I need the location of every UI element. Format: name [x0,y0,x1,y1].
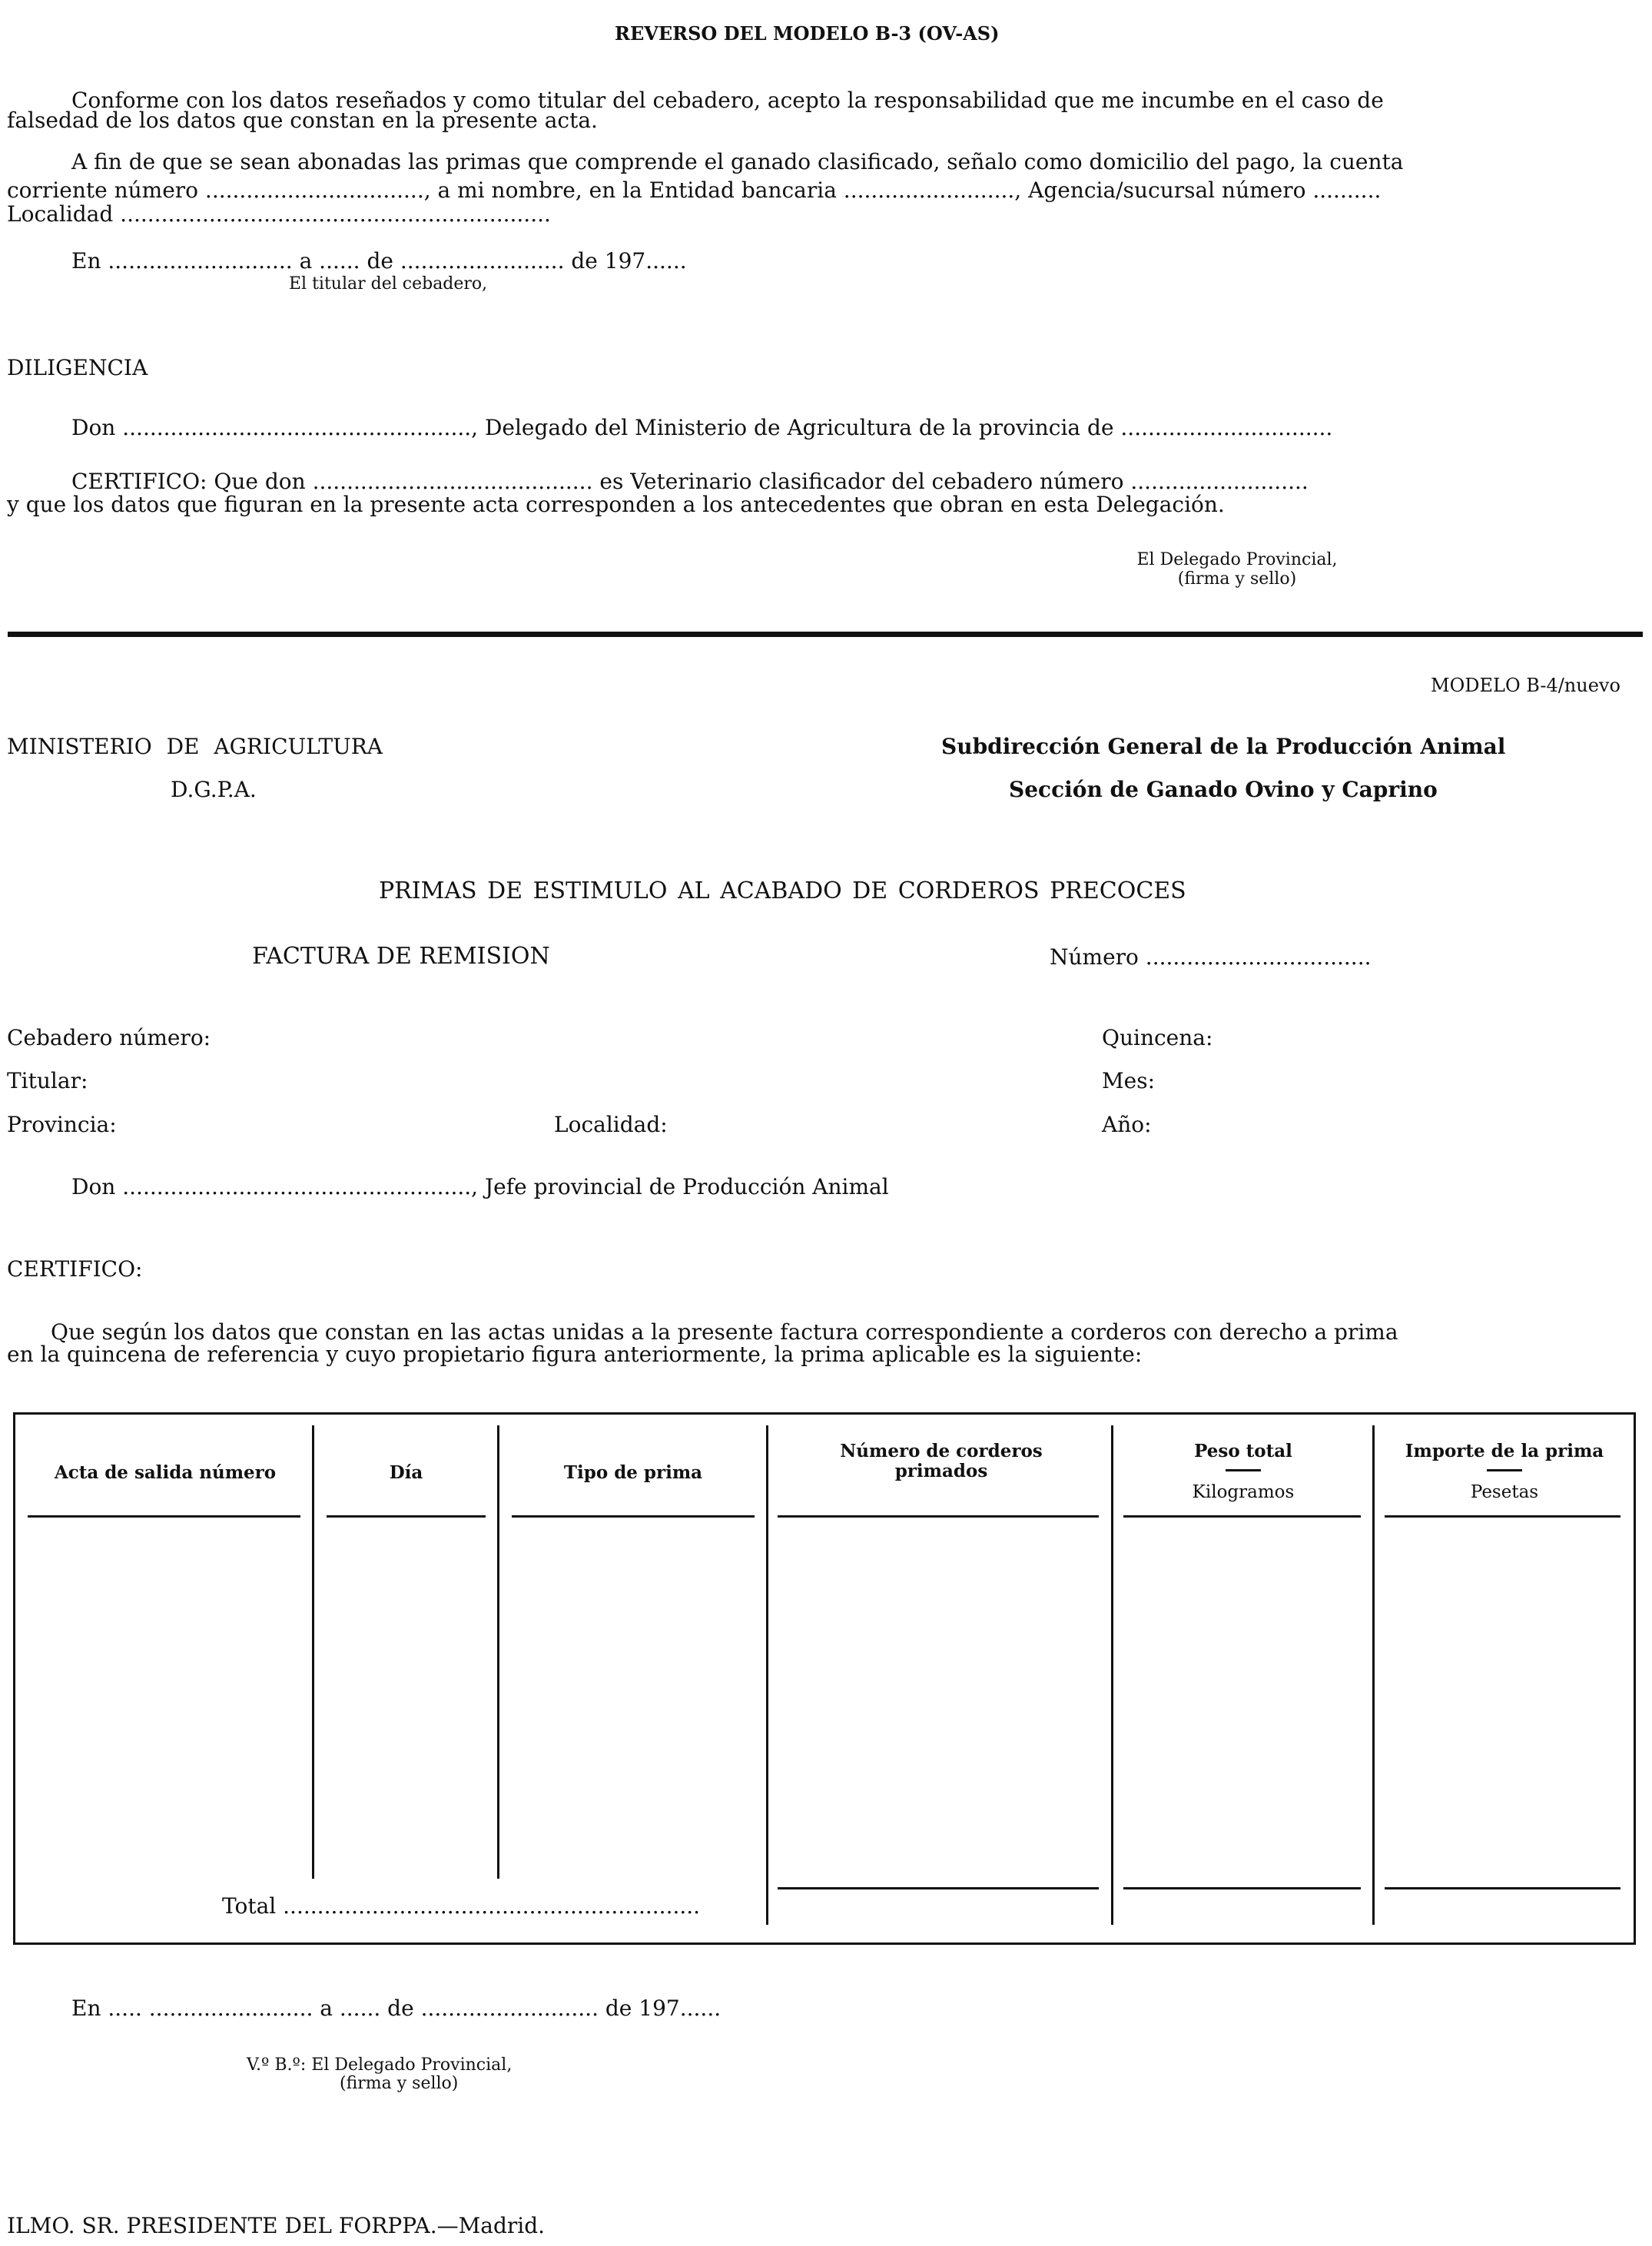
column-unit-peso: Kilogramos [1192,1482,1295,1502]
reverso-paragraph-2-line-2: corriente número ................................, a mi nombre, en la Entidad bancaria ........................., Agencia/sucursal número .......... [7,177,1382,203]
model-code: MODELO B-4/nuevo [1431,675,1620,696]
certifico-heading: CERTIFICO: [7,1256,143,1282]
column-header-acta: Acta de salida número [54,1462,277,1483]
table-divider-1 [312,1425,314,1879]
header-rule-dia [327,1515,486,1518]
mes-label: Mes: [1102,1068,1156,1093]
bottom-date-line: En ..... ........................ a ...... de .......................... de 197...... [71,1996,722,2021]
main-title: PRIMAS DE ESTIMULO AL ACABADO DE CORDEROS PRECOCES [379,877,1186,904]
diligencia-signer-line-1: El Delegado Provincial, [1136,550,1338,569]
jefe-don-line: Don ..................................................., Jefe provincial de Producción Animal [71,1174,889,1199]
column-header-peso: Peso total [1194,1441,1292,1461]
cebadero-label: Cebadero número: [7,1025,211,1050]
certifico-text-line-1: Que según los datos que constan en las actas unidas a la presente factura correspondiente a corderos con derecho a prima [51,1319,1398,1345]
quincena-label: Quincena: [1102,1025,1213,1050]
column-unit-importe: Pesetas [1470,1482,1539,1502]
diligencia-cert-line-1: CERTIFICO: Que don ......................................... es Veterinario clasificador del cebadero número .......................... [71,469,1309,494]
column-header-importe: Importe de la prima [1405,1441,1604,1461]
header-rule-acta [28,1515,300,1518]
numero-field: Número ................................. [1050,944,1372,970]
addressee: ILMO. SR. PRESIDENTE DEL FORPPA.—Madrid. [7,2213,546,2238]
total-label: Total ............................................................. [222,1893,701,1919]
anio-label: Año: [1102,1112,1152,1137]
total-rule-peso [1123,1887,1361,1889]
diligencia-cert-line-2: y que los datos que figuran en la presente acta corresponden a los antecedentes que obran en esta Delegación. [7,492,1225,517]
diligencia-signer-line-2: (firma y sello) [1177,569,1297,589]
reverso-paragraph-1-line-1: Conforme con los datos reseñados y como titular del cebadero, acepto la responsabilidad que me incumbe en el caso de [71,88,1384,113]
reverso-title: REVERSO DEL MODELO B-3 (OV-AS) [615,22,1000,45]
certifico-text-line-2: en la quincena de referencia y cuyo propietario figura anteriormente, la prima aplicable es la siguiente: [7,1342,1143,1367]
reverso-paragraph-2-line-1: A fin de que se sean abonadas las primas que comprende el ganado clasificado, señalo como domicilio del pago, la cuenta [71,149,1404,174]
localidad-label: Localidad: [554,1112,668,1137]
vobo-line-2: (firma y sello) [340,2074,459,2093]
header-rule-tipo [512,1515,755,1518]
table-divider-5 [1372,1425,1375,1925]
provincia-label: Provincia: [7,1112,117,1137]
reverso-date-line: En ........................... a ...... de ........................ de 197...... [71,248,687,274]
dgpa-label: D.G.P.A. [171,777,257,802]
reverso-paragraph-2-line-3: Localidad ............................................................... [7,201,551,227]
column-header-tipo: Tipo de prima [563,1462,703,1483]
importe-unit-dash [1487,1469,1522,1471]
diligencia-heading: DILIGENCIA [7,355,148,380]
total-rule-numero [778,1887,1099,1889]
reverso-paragraph-1-line-2: falsedad de los datos que constan en la presente acta. [7,108,598,133]
total-rule-importe [1385,1887,1620,1889]
seccion-label: Sección de Ganado Ovino y Caprino [1009,777,1438,802]
ministry-name: MINISTERIO DE AGRICULTURA [7,734,383,759]
peso-unit-dash [1226,1469,1261,1471]
reverso-signer: El titular del cebadero, [289,274,488,294]
titular-label: Titular: [7,1068,88,1093]
header-rule-numero [778,1515,1099,1518]
header-rule-peso [1123,1515,1361,1518]
factura-label: FACTURA DE REMISION [252,943,550,970]
column-header-dia: Día [389,1462,423,1483]
section-separator [8,632,1643,637]
column-header-numero: Número de corderos primados [840,1441,1043,1482]
header-rule-importe [1385,1515,1620,1518]
table-divider-3 [766,1425,768,1925]
table-divider-2 [497,1425,499,1879]
vobo-line-1: V.º B.º: El Delegado Provincial, [247,2055,513,2075]
table-divider-4 [1111,1425,1113,1925]
subdireccion-label: Subdirección General de la Producción Animal [941,734,1506,759]
diligencia-don-line: Don ..................................................., Delegado del Ministerio de Agricultura de la provincia de ............................... [71,415,1333,440]
